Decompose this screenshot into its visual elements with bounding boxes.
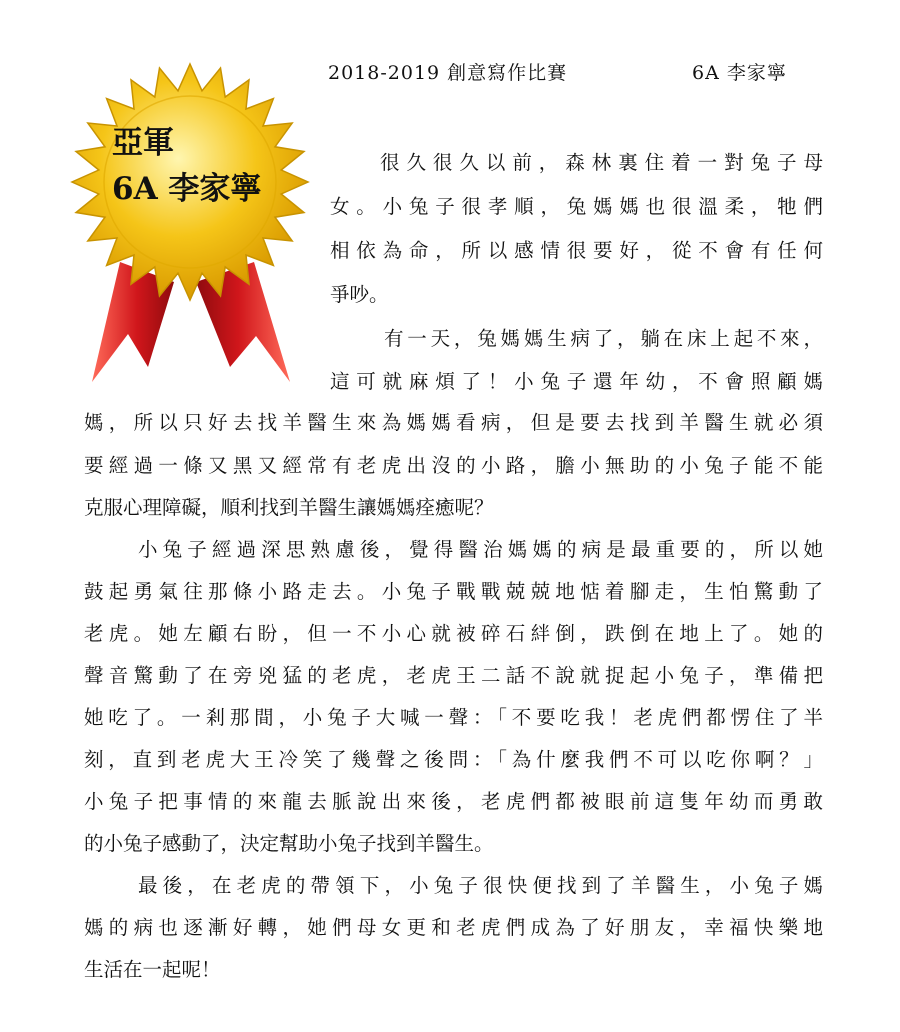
essay-line: 克服心理障礙，順利找到羊醫生讓媽媽痊癒呢？	[84, 496, 494, 519]
essay-line: 爭吵。	[330, 283, 389, 306]
essay-line: 聲音驚動了在旁兇猛的老虎，老虎王二話不說就捉起小兔子，準備把	[84, 664, 823, 687]
author-name: 6A 李家寧	[692, 62, 787, 84]
essay-line: 的小兔子感動了，決定幫助小兔子找到羊醫生。	[84, 832, 494, 855]
award-badge	[62, 52, 322, 392]
essay-line: 相依為命，所以感情很要好，從不會有任何	[330, 239, 823, 262]
essay-line: 這可就麻煩了！小兔子還年幼，不會照顧媽	[330, 370, 823, 393]
essay-line: 很久很久以前，森林裏住着一對兔子母	[380, 151, 823, 174]
essay-line: 老虎。她左顧右盼，但一不小心就被碎石絆倒，跌倒在地上了。她的	[84, 622, 823, 645]
essay-line: 女。小兔子很孝順，兔媽媽也很溫柔，牠們	[330, 195, 823, 218]
essay-line: 刻，直到老虎大王冷笑了幾聲之後問：「為什麼我們不可以吃你啊？」	[84, 748, 823, 771]
essay-line: 鼓起勇氣往那條小路走去。小兔子戰戰兢兢地惦着腳走，生怕驚動了	[84, 580, 823, 603]
essay-header	[328, 58, 848, 88]
essay-line: 她吃了。一剎那間，小兔子大喊一聲：「不要吃我！老虎們都愣住了半	[84, 706, 823, 729]
badge-student: 6A 李家寧	[112, 171, 262, 207]
essay-line: 小兔子經過深思熟慮後，覺得醫治媽媽的病是最重要的，所以她	[138, 538, 823, 561]
essay-line: 要經過一條又黑又經常有老虎出沒的小路，膽小無助的小兔子能不能	[84, 454, 823, 477]
contest-title: 2018-2019 創意寫作比賽	[328, 62, 568, 84]
essay-line: 最後，在老虎的帶領下，小兔子很快便找到了羊醫生，小兔子媽	[138, 874, 823, 897]
essay-line: 媽的病也逐漸好轉，她們母女更和老虎們成為了好朋友，幸福快樂地	[84, 916, 823, 939]
essay-line: 生活在一起呢！	[84, 958, 221, 981]
essay-line: 媽，所以只好去找羊醫生來為媽媽看病，但是要去找到羊醫生就必須	[84, 411, 823, 434]
badge-rank: 亞軍	[112, 125, 174, 161]
award-ribbon-icon	[62, 52, 322, 392]
essay-line: 有一天，兔媽媽生病了，躺在床上起不來，	[384, 327, 823, 350]
essay-line: 小兔子把事情的來龍去脈說出來後，老虎們都被眼前這隻年幼而勇敢	[84, 790, 823, 813]
